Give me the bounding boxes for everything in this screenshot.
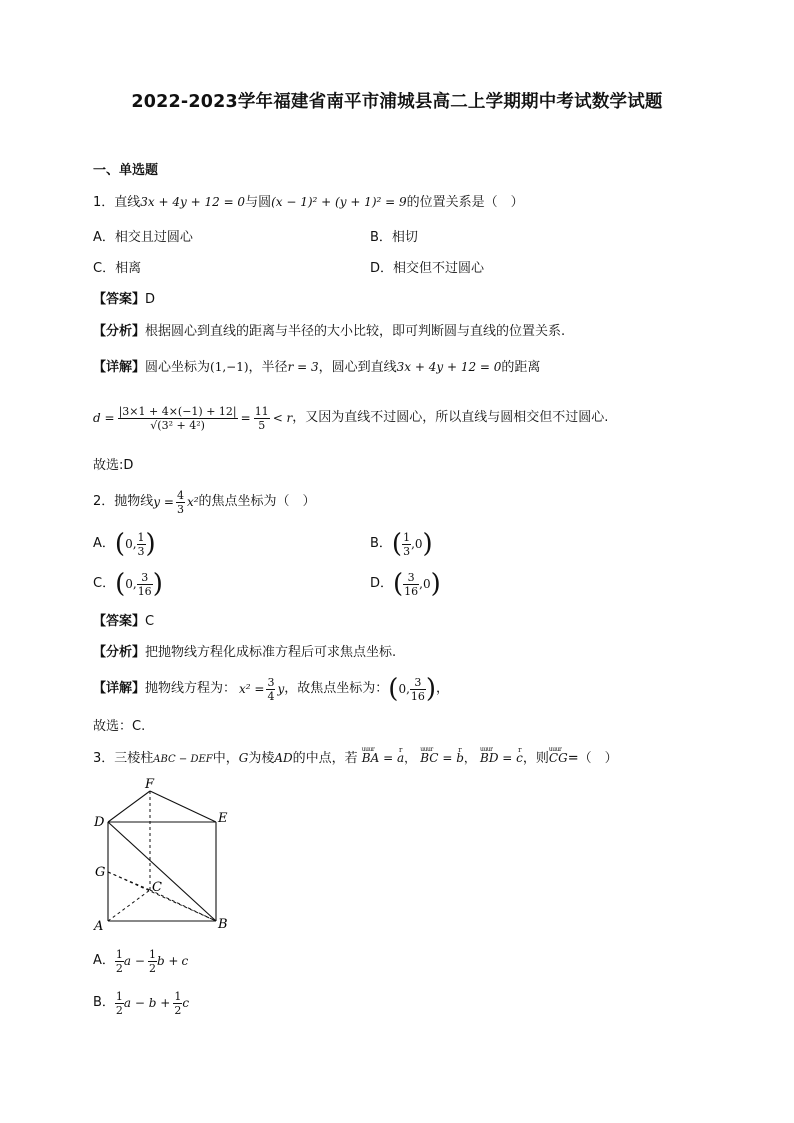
distance-value-num: 11 [254, 404, 269, 418]
q1-analysis [93, 323, 565, 341]
q2-std-num: 3 [267, 675, 275, 689]
q2-pre: 抛物线 [114, 494, 154, 509]
q3-b-frac1-num: 1 [115, 989, 123, 1003]
q3-a-frac2-den: 2 [148, 961, 156, 975]
q1-answer-value: D [145, 292, 156, 307]
q2-analysis [93, 644, 396, 662]
q2-d-num: 3 [403, 571, 419, 585]
q3-option-b [93, 984, 189, 1022]
q1-radius: r = 3 [287, 360, 319, 374]
q2-focus-frac [410, 676, 426, 703]
q2-focus-pre: 0, [398, 682, 410, 696]
edge-fe [150, 791, 216, 822]
detail-tag: 【详解】 [93, 681, 146, 696]
q3-a-frac2-num: 1 [148, 947, 156, 961]
vector-a: r a [397, 749, 404, 767]
distance-denominator: √(3² + 4²) [150, 418, 205, 432]
label-a: A [94, 919, 104, 934]
q2-number: 2． [93, 494, 115, 509]
q3-b-label: B． [93, 995, 115, 1010]
q3-number: 3． [93, 751, 115, 766]
q2-option-c: C． ( 0, $\frac{3}{16}$ ) [93, 569, 163, 599]
d-eq: = [240, 411, 251, 425]
q2-coef [176, 489, 185, 516]
q2-a-pre: 0, [125, 537, 137, 551]
q3-a-frac1-den: 2 [115, 961, 123, 975]
q1-choose: 故选:D [93, 458, 134, 473]
q1-post: 的位置关系是（ ） [406, 195, 524, 210]
q2-analysis-text: 把抛物线方程化成标准方程后可求焦点坐标. [145, 645, 397, 660]
q3-t5: =（ ） [567, 751, 618, 766]
q3-g: G [238, 751, 249, 765]
segment-db [108, 822, 216, 921]
distance-value-den: 5 [258, 418, 266, 432]
distance-value [254, 405, 270, 432]
q2-std-frac [266, 676, 275, 703]
q3-t1: 中， [212, 751, 239, 766]
d-lhs: d = [93, 411, 115, 425]
q1-analysis-text: 根据圆心到直线的距离与半径的大小比较，即可判断圆与直线的位置关系. [145, 324, 566, 339]
q3-b-frac-2 [173, 990, 182, 1017]
q2-a-frac [137, 531, 146, 558]
q2-option-a: A． ( 0, $\frac{1}{3}$ ) [93, 529, 156, 559]
q3-a-term3: c [181, 954, 189, 968]
q1-distance-formula [93, 398, 608, 438]
q2-choose: 故选：C. [93, 719, 146, 734]
q1-option-b: B．相切 [370, 230, 418, 245]
q3-ad: AD [274, 751, 293, 765]
q1-option-c: C．相离 [93, 261, 142, 276]
q3-t3: 的中点，若 [292, 751, 358, 766]
q3-a-frac-1 [115, 948, 124, 975]
label-c: C [152, 880, 162, 895]
q3-option-a [93, 942, 188, 980]
q3-a-frac-2 [148, 948, 157, 975]
q2-answer [93, 613, 154, 631]
q2-coef-den: 3 [176, 502, 184, 516]
q1-detail-line: 3x + 4y + 12 = 0 [396, 360, 502, 374]
q2-detail-text-3: ， [436, 681, 450, 696]
q1-circle-equation: (x − 1)² + (y + 1)² = 9 [271, 195, 407, 209]
q2-c-label: C． [93, 576, 116, 591]
q3-b-term1: a − b + [123, 996, 171, 1010]
distance-fraction [118, 405, 238, 432]
vector-b: r b [456, 749, 464, 767]
q3-b-frac1-den: 2 [115, 1003, 123, 1017]
answer-tag: 【答案】 [93, 292, 146, 307]
q3-t2: 为棱 [248, 751, 275, 766]
q3-a-term2: b + [156, 954, 179, 968]
q1-detail [93, 358, 540, 377]
q2-option-d: D． ( $\frac{3}{16}$ ,0 ) [370, 569, 441, 599]
q1-detail-tail: ，又因为直线不过圆心，所以直线与圆相交但不过圆心. [292, 410, 609, 425]
q2-b-num: 1 [403, 530, 411, 544]
q2-b-frac [402, 531, 411, 558]
q2-a-den: 3 [137, 544, 145, 558]
label-d: D [94, 815, 105, 830]
q3-b-term2: c [182, 996, 190, 1010]
q2-d-den: 16 [404, 584, 419, 598]
page-title: 2022-2023学年福建省南平市浦城县高二上学期期中考试数学试题 [131, 92, 663, 112]
q2-option-b: B． ( $\frac{1}{3}$ ,0 ) [370, 529, 433, 559]
q2-detail-text-2: ，故焦点坐标为： [284, 681, 389, 696]
q1-mid: 与圆 [245, 195, 272, 210]
q2-b-den: 3 [403, 544, 411, 558]
q1-detail-text-4: 的距离 [501, 360, 541, 375]
label-b: B [218, 917, 228, 932]
q2-c-pre: 0, [125, 577, 137, 591]
q2-focus-num: 3 [410, 676, 426, 690]
q1-line-equation: 3x + 4y + 12 = 0 [140, 195, 246, 209]
vector-c: r c [516, 749, 523, 767]
q2-x2: x² [186, 495, 199, 509]
q3-stem: 3．三棱柱ABC − DEF中，G为棱AD的中点，若 uuur BA = r a， uuur BC = r b， uuur BD = r c，则uuur CG=（ ） [93, 749, 618, 769]
detail-tag: 【详解】 [93, 360, 146, 375]
q2-d-frac [403, 571, 419, 598]
q2-focus-den: 16 [410, 689, 425, 703]
q2-answer-value: C [145, 614, 155, 629]
q2-b-label: B． [370, 536, 392, 551]
q1-stem [93, 193, 524, 212]
q1-pre: 直线 [114, 195, 141, 210]
q1-center: (1,−1) [210, 360, 249, 374]
section-heading: 一、单选题 [93, 163, 159, 178]
q2-a-num: 1 [137, 530, 145, 544]
q2-std-lhs: x² = [239, 682, 265, 696]
q1-option-a: A．相交且过圆心 [93, 230, 193, 245]
q2-y-eq: y = [153, 495, 174, 509]
q1-answer [93, 291, 155, 309]
q2-post: 的焦点坐标为（ ） [198, 494, 316, 509]
q1-detail-text-3: ，圆心到直线 [318, 360, 397, 375]
vector-cg: uuur CG [549, 749, 568, 767]
q2-c-den: 16 [137, 584, 152, 598]
q2-b-post: ,0 [411, 537, 423, 551]
analysis-tag: 【分析】 [93, 645, 146, 660]
q2-a-label: A． [93, 536, 115, 551]
prism-figure [88, 775, 238, 940]
edge-df [108, 791, 150, 822]
q3-a-label: A． [93, 953, 115, 968]
q2-d-post: ,0 [419, 577, 431, 591]
q3-pre: 三棱柱 [114, 751, 154, 766]
q2-std-y: y [277, 682, 285, 696]
q1-option-d: D．相交但不过圆心 [370, 261, 485, 276]
q3-b-frac-1 [115, 990, 124, 1017]
vector-ba: uuur BA [362, 749, 379, 767]
q1-detail-text-1: 圆心坐标为 [145, 360, 211, 375]
q3-a-term1: a − [123, 954, 145, 968]
label-e: E [218, 811, 228, 826]
q3-b-frac2-den: 2 [174, 1003, 182, 1017]
q3-t4: ，则 [522, 751, 549, 766]
q2-std-den: 4 [267, 689, 275, 703]
edge-ac [108, 890, 150, 921]
q3-b-frac2-num: 1 [174, 989, 182, 1003]
q3-a-frac1-num: 1 [115, 947, 123, 961]
q3-prism: ABC − DEF [153, 754, 213, 765]
q1-detail-text-2: ，半径 [248, 360, 288, 375]
q2-d-label: D． [370, 576, 394, 591]
answer-tag: 【答案】 [93, 614, 146, 629]
q2-detail: 【详解】 抛物线方程为： x² = $\frac{3}{4}$ y ，故焦点坐标为： ( 0, $\frac{3}{16}$ ) ， [93, 674, 450, 704]
q2-detail-text-1: 抛物线方程为： [145, 681, 237, 696]
d-lt-r: < r [272, 411, 293, 425]
vector-bd: uuur BD [480, 749, 498, 767]
label-f: F [145, 777, 155, 792]
vector-bc: uuur BC [420, 749, 438, 767]
q2-c-frac [137, 571, 153, 598]
q2-coef-num: 4 [176, 488, 184, 502]
q2-stem [93, 485, 316, 519]
analysis-tag: 【分析】 [93, 324, 146, 339]
q2-c-num: 3 [137, 571, 153, 585]
distance-numerator: |3×1 + 4×(−1) + 12| [118, 404, 237, 418]
q1-number: 1． [93, 195, 115, 210]
label-g: G [95, 865, 106, 880]
